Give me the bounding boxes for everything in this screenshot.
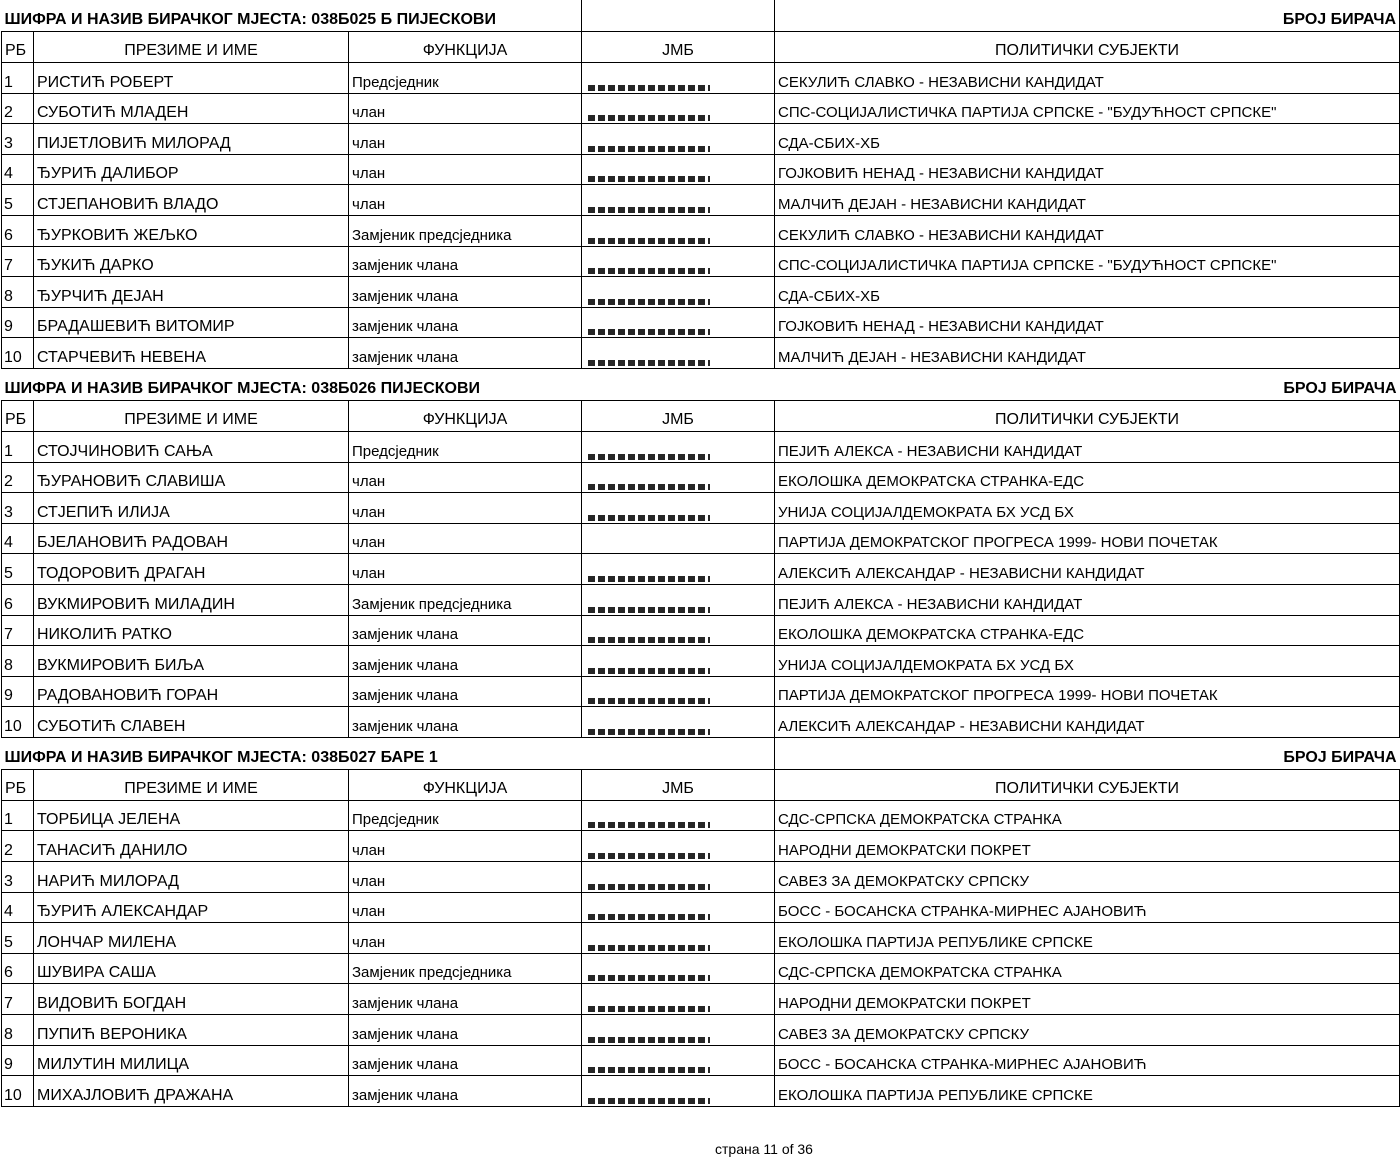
row-number: 9: [2, 676, 34, 707]
member-function: замјеник члана: [349, 277, 582, 308]
col-header-function: ФУНКЦИЈА: [349, 32, 582, 63]
member-name: ВУКМИРОВИЋ БИЉА: [34, 646, 349, 677]
row-number: 2: [2, 93, 34, 124]
member-function: Замјеник предсједника: [349, 953, 582, 984]
political-subject: СДА-СБИХ-ХБ: [775, 124, 1400, 155]
political-subject: СДС-СРПСКА ДЕМОКРАТСКА СТРАНКА: [775, 953, 1400, 984]
jmb-cell: [582, 646, 775, 677]
political-subject: НАРОДНИ ДЕМОКРАТСКИ ПОКРЕТ: [775, 984, 1400, 1015]
redacted-jmb: [588, 1067, 710, 1073]
jmb-cell: [582, 185, 775, 216]
jmb-cell: [582, 93, 775, 124]
political-subject: ЕКОЛОШКА ПАРТИЈА РЕПУБЛИКЕ СРПСКЕ: [775, 1076, 1400, 1107]
member-function: члан: [349, 462, 582, 493]
member-function: Замјеник предсједника: [349, 215, 582, 246]
redacted-jmb: [588, 975, 710, 981]
table-row: [2, 93, 1400, 124]
member-function: замјеник члана: [349, 1045, 582, 1076]
voter-count-label: БРОЈ БИРАЧА: [775, 737, 1400, 769]
member-function: члан: [349, 154, 582, 185]
redacted-jmb: [588, 115, 710, 121]
col-header-function: ФУНКЦИЈА: [349, 769, 582, 800]
redacted-jmb: [588, 238, 710, 244]
member-function: члан: [349, 493, 582, 524]
jmb-cell: [582, 831, 775, 862]
jmb-cell: [582, 984, 775, 1015]
row-number: 1: [2, 431, 34, 462]
member-function: замјеник члана: [349, 646, 582, 677]
jmb-cell: [582, 523, 775, 554]
member-function: члан: [349, 831, 582, 862]
member-name: МИХАЈЛОВИЋ ДРАЖАНА: [34, 1076, 349, 1107]
jmb-cell: [582, 431, 775, 462]
polling-station-committee-table: [1, 0, 1400, 1107]
redacted-jmb: [588, 668, 710, 674]
redacted-jmb: [588, 146, 710, 152]
table-row: [2, 431, 1400, 462]
political-subject: МАЛЧИЋ ДЕЈАН - НЕЗАВИСНИ КАНДИДАТ: [775, 338, 1400, 369]
row-number: 6: [2, 584, 34, 615]
table-row: [2, 892, 1400, 923]
political-subject: ПАРТИЈА ДЕМОКРАТСКОГ ПРОГРЕСА 1999- НОВИ ПОЧЕТАК: [775, 523, 1400, 554]
row-number: 2: [2, 462, 34, 493]
member-function: замјеник члана: [349, 615, 582, 646]
member-name: ЂУРАНОВИЋ СЛАВИША: [34, 462, 349, 493]
member-name: СТЈЕПАНОВИЋ ВЛАДО: [34, 185, 349, 216]
page-footer: [0, 1141, 1400, 1157]
redacted-jmb: [588, 268, 710, 274]
political-subject: МАЛЧИЋ ДЕЈАН - НЕЗАВИСНИ КАНДИДАТ: [775, 185, 1400, 216]
jmb-cell: [582, 615, 775, 646]
political-subject: НАРОДНИ ДЕМОКРАТСКИ ПОКРЕТ: [775, 831, 1400, 862]
col-header-jmb: ЈМБ: [582, 32, 775, 63]
row-number: 7: [2, 984, 34, 1015]
row-number: 1: [2, 63, 34, 94]
member-name: СТОЈЧИНОВИЋ САЊА: [34, 431, 349, 462]
row-number: 6: [2, 215, 34, 246]
member-function: Предсједник: [349, 800, 582, 831]
table-row: [2, 800, 1400, 831]
jmb-cell: [582, 493, 775, 524]
member-function: члан: [349, 923, 582, 954]
member-name: ЂУРКОВИЋ ЖЕЉКО: [34, 215, 349, 246]
column-header-row: [2, 32, 1400, 63]
table-row: [2, 338, 1400, 369]
voter-count-label: БРОЈ БИРАЧА: [775, 0, 1400, 32]
redacted-jmb: [588, 884, 710, 890]
table-row: [2, 307, 1400, 338]
political-subject: САВЕЗ ЗА ДЕМОКРАТСКУ СРПСКУ: [775, 862, 1400, 893]
table-row: [2, 1045, 1400, 1076]
political-subject: СДС-СРПСКА ДЕМОКРАТСКА СТРАНКА: [775, 800, 1400, 831]
redacted-jmb: [588, 454, 710, 460]
member-name: ЂУРЧИЋ ДЕЈАН: [34, 277, 349, 308]
voter-count-label: БРОЈ БИРАЧА: [1283, 379, 1397, 397]
table-row: [2, 1015, 1400, 1046]
member-function: члан: [349, 523, 582, 554]
redacted-jmb: [588, 945, 710, 951]
jmb-cell: [582, 1045, 775, 1076]
col-header-rb: РБ: [2, 400, 34, 431]
member-name: СУБОТИЋ СЛАВЕН: [34, 707, 349, 738]
redacted-jmb: [588, 698, 710, 704]
col-header-rb: РБ: [2, 769, 34, 800]
member-function: замјеник члана: [349, 1076, 582, 1107]
jmb-cell: [582, 462, 775, 493]
row-number: 3: [2, 493, 34, 524]
member-name: НАРИЋ МИЛОРАД: [34, 862, 349, 893]
political-subject: СПС-СОЦИЈАЛИСТИЧКА ПАРТИЈА СРПСКЕ - "БУДУЋНОСТ СРПСКЕ": [775, 93, 1400, 124]
row-number: 10: [2, 707, 34, 738]
table-row: [2, 154, 1400, 185]
jmb-cell: [582, 63, 775, 94]
row-number: 1: [2, 800, 34, 831]
member-function: замјеник члана: [349, 1015, 582, 1046]
jmb-cell: [582, 246, 775, 277]
political-subject: УНИЈА СОЦИЈАЛДЕМОКРАТА БХ УСД БХ: [775, 493, 1400, 524]
member-name: МИЛУТИН МИЛИЦА: [34, 1045, 349, 1076]
col-header-party: ПОЛИТИЧКИ СУБЈЕКТИ: [775, 400, 1400, 431]
member-name: СУБОТИЋ МЛАДЕН: [34, 93, 349, 124]
jmb-cell: [582, 215, 775, 246]
table-row: [2, 984, 1400, 1015]
table-row: [2, 707, 1400, 738]
member-name: СТЈЕПИЋ ИЛИЈА: [34, 493, 349, 524]
table-row: [2, 215, 1400, 246]
jmb-cell: [582, 307, 775, 338]
table-row: [2, 646, 1400, 677]
member-name: ЛОНЧАР МИЛЕНА: [34, 923, 349, 954]
table-row: [2, 277, 1400, 308]
member-function: Замјеник предсједника: [349, 584, 582, 615]
political-subject: ГОЈКОВИЋ НЕНАД - НЕЗАВИСНИ КАНДИДАТ: [775, 307, 1400, 338]
political-subject: СЕКУЛИЋ СЛАВКО - НЕЗАВИСНИ КАНДИДАТ: [775, 63, 1400, 94]
member-name: РИСТИЋ РОБЕРТ: [34, 63, 349, 94]
page-number: страна 11 of 36: [715, 1141, 813, 1157]
redacted-jmb: [588, 576, 710, 582]
member-name: НИКОЛИЋ РАТКО: [34, 615, 349, 646]
member-function: Предсједник: [349, 431, 582, 462]
redacted-jmb: [588, 914, 710, 920]
row-number: 5: [2, 185, 34, 216]
row-number: 4: [2, 523, 34, 554]
jmb-cell: [582, 554, 775, 585]
redacted-jmb: [588, 853, 710, 859]
row-number: 5: [2, 554, 34, 585]
table-row: [2, 676, 1400, 707]
member-name: ЂУРИЋ АЛЕКСАНДАР: [34, 892, 349, 923]
title-spacer: [582, 368, 775, 400]
political-subject: ЕКОЛОШКА ДЕМОКРАТСКА СТРАНКА-ЕДС: [775, 615, 1400, 646]
member-function: замјеник члана: [349, 676, 582, 707]
jmb-cell: [582, 923, 775, 954]
political-subject: СПС-СОЦИЈАЛИСТИЧКА ПАРТИЈА СРПСКЕ - "БУДУЋНОСТ СРПСКЕ": [775, 246, 1400, 277]
column-header-row: [2, 400, 1400, 431]
row-number: 4: [2, 154, 34, 185]
redacted-jmb: [588, 299, 710, 305]
political-subject: ГОЈКОВИЋ НЕНАД - НЕЗАВИСНИ КАНДИДАТ: [775, 154, 1400, 185]
redacted-jmb: [588, 637, 710, 643]
table-row: [2, 63, 1400, 94]
member-name: ВИДОВИЋ БОГДАН: [34, 984, 349, 1015]
member-name: ТОДОРОВИЋ ДРАГАН: [34, 554, 349, 585]
polling-station-title: ШИФРА И НАЗИВ БИРАЧКОГ МЈЕСТА: 038Б026 ПИЈЕСКОВИ: [4, 379, 481, 397]
row-number: 7: [2, 615, 34, 646]
member-name: ЂУРИЋ ДАЛИБОР: [34, 154, 349, 185]
table-row: [2, 831, 1400, 862]
jmb-cell: [582, 862, 775, 893]
table-row: [2, 124, 1400, 155]
table-row: [2, 185, 1400, 216]
table-row: [2, 493, 1400, 524]
row-number: 8: [2, 646, 34, 677]
member-function: члан: [349, 185, 582, 216]
row-number: 10: [2, 1076, 34, 1107]
redacted-jmb: [588, 729, 710, 735]
col-header-party: ПОЛИТИЧКИ СУБЈЕКТИ: [775, 769, 1400, 800]
row-number: 10: [2, 338, 34, 369]
jmb-cell: [582, 277, 775, 308]
member-function: члан: [349, 124, 582, 155]
political-subject: ПЕЈИЋ АЛЕКСА - НЕЗАВИСНИ КАНДИДАТ: [775, 584, 1400, 615]
row-number: 3: [2, 862, 34, 893]
member-function: замјеник члана: [349, 246, 582, 277]
jmb-cell: [582, 707, 775, 738]
member-function: замјеник члана: [349, 307, 582, 338]
member-name: СТАРЧЕВИЋ НЕВЕНА: [34, 338, 349, 369]
redacted-jmb: [588, 607, 710, 613]
polling-station-title: ШИФРА И НАЗИВ БИРАЧКОГ МЈЕСТА: 038Б027 БАРЕ 1: [4, 748, 438, 766]
member-name: ПИЈЕТЛОВИЋ МИЛОРАД: [34, 124, 349, 155]
row-number: 9: [2, 1045, 34, 1076]
redacted-jmb: [588, 1006, 710, 1012]
jmb-cell: [582, 953, 775, 984]
row-number: 3: [2, 124, 34, 155]
political-subject: ПЕЈИЋ АЛЕКСА - НЕЗАВИСНИ КАНДИДАТ: [775, 431, 1400, 462]
title-spacer: [582, 0, 775, 32]
redacted-jmb: [588, 1037, 710, 1043]
table-row: [2, 554, 1400, 585]
member-function: замјеник члана: [349, 707, 582, 738]
political-subject: БОСС - БОСАНСКА СТРАНКА-МИРНЕС АЈАНОВИЋ: [775, 1045, 1400, 1076]
jmb-cell: [582, 124, 775, 155]
col-header-function: ФУНКЦИЈА: [349, 400, 582, 431]
jmb-cell: [582, 338, 775, 369]
row-number: 9: [2, 307, 34, 338]
jmb-cell: [582, 1015, 775, 1046]
political-subject: АЛЕКСИЋ АЛЕКСАНДАР - НЕЗАВИСНИ КАНДИДАТ: [775, 707, 1400, 738]
column-header-row: [2, 769, 1400, 800]
row-number: 7: [2, 246, 34, 277]
section-title-row: [2, 0, 1400, 32]
col-header-party: ПОЛИТИЧКИ СУБЈЕКТИ: [775, 32, 1400, 63]
member-name: ШУВИРА САША: [34, 953, 349, 984]
row-number: 8: [2, 277, 34, 308]
table-row: [2, 523, 1400, 554]
member-function: члан: [349, 892, 582, 923]
member-function: члан: [349, 862, 582, 893]
jmb-cell: [582, 676, 775, 707]
jmb-cell: [582, 584, 775, 615]
political-subject: ЕКОЛОШКА ДЕМОКРАТСКА СТРАНКА-ЕДС: [775, 462, 1400, 493]
table-row: [2, 584, 1400, 615]
redacted-jmb: [588, 822, 710, 828]
section-title-row: [2, 737, 1400, 769]
political-subject: УНИЈА СОЦИЈАЛДЕМОКРАТА БХ УСД БХ: [775, 646, 1400, 677]
political-subject: СДА-СБИХ-ХБ: [775, 277, 1400, 308]
redacted-jmb: [588, 484, 710, 490]
row-number: 6: [2, 953, 34, 984]
redacted-jmb: [588, 329, 710, 335]
col-header-name: ПРЕЗИМЕ И ИМЕ: [34, 32, 349, 63]
member-name: ПУПИЋ ВЕРОНИКА: [34, 1015, 349, 1046]
member-function: члан: [349, 93, 582, 124]
redacted-jmb: [588, 1098, 710, 1104]
col-header-jmb: ЈМБ: [582, 400, 775, 431]
redacted-jmb: [588, 207, 710, 213]
political-subject: СЕКУЛИЋ СЛАВКО - НЕЗАВИСНИ КАНДИДАТ: [775, 215, 1400, 246]
table-row: [2, 862, 1400, 893]
member-name: БРАДАШЕВИЋ ВИТОМИР: [34, 307, 349, 338]
col-header-name: ПРЕЗИМЕ И ИМЕ: [34, 400, 349, 431]
section-title-row: [2, 368, 1400, 400]
member-name: БЈЕЛАНОВИЋ РАДОВАН: [34, 523, 349, 554]
row-number: 8: [2, 1015, 34, 1046]
member-name: ВУКМИРОВИЋ МИЛАДИН: [34, 584, 349, 615]
col-header-name: ПРЕЗИМЕ И ИМЕ: [34, 769, 349, 800]
table-row: [2, 953, 1400, 984]
jmb-cell: [582, 154, 775, 185]
redacted-jmb: [588, 176, 710, 182]
document-page: [1, 0, 1399, 1107]
polling-station-title: ШИФРА И НАЗИВ БИРАЧКОГ МЈЕСТА: 038Б025 Б ПИЈЕСКОВИ: [4, 11, 496, 28]
redacted-jmb: [588, 85, 710, 91]
member-name: ТАНАСИЋ ДАНИЛО: [34, 831, 349, 862]
col-header-rb: РБ: [2, 32, 34, 63]
member-function: замјеник члана: [349, 338, 582, 369]
political-subject: ЕКОЛОШКА ПАРТИЈА РЕПУБЛИКЕ СРПСКЕ: [775, 923, 1400, 954]
member-function: Предсједник: [349, 63, 582, 94]
member-function: замјеник члана: [349, 984, 582, 1015]
table-row: [2, 1076, 1400, 1107]
row-number: 2: [2, 831, 34, 862]
jmb-cell: [582, 892, 775, 923]
political-subject: ПАРТИЈА ДЕМОКРАТСКОГ ПРОГРЕСА 1999- НОВИ ПОЧЕТАК: [775, 676, 1400, 707]
redacted-jmb: [588, 360, 710, 366]
row-number: 4: [2, 892, 34, 923]
col-header-jmb: ЈМБ: [582, 769, 775, 800]
member-name: РАДОВАНОВИЋ ГОРАН: [34, 676, 349, 707]
jmb-cell: [582, 1076, 775, 1107]
member-name: ТОРБИЦА ЈЕЛЕНА: [34, 800, 349, 831]
table-row: [2, 462, 1400, 493]
political-subject: АЛЕКСИЋ АЛЕКСАНДАР - НЕЗАВИСНИ КАНДИДАТ: [775, 554, 1400, 585]
table-row: [2, 246, 1400, 277]
row-number: 5: [2, 923, 34, 954]
member-function: члан: [349, 554, 582, 585]
political-subject: САВЕЗ ЗА ДЕМОКРАТСКУ СРПСКУ: [775, 1015, 1400, 1046]
political-subject: БОСС - БОСАНСКА СТРАНКА-МИРНЕС АЈАНОВИЋ: [775, 892, 1400, 923]
member-name: ЂУКИЋ ДАРКО: [34, 246, 349, 277]
redacted-jmb: [588, 515, 710, 521]
jmb-cell: [582, 800, 775, 831]
table-row: [2, 923, 1400, 954]
table-row: [2, 615, 1400, 646]
